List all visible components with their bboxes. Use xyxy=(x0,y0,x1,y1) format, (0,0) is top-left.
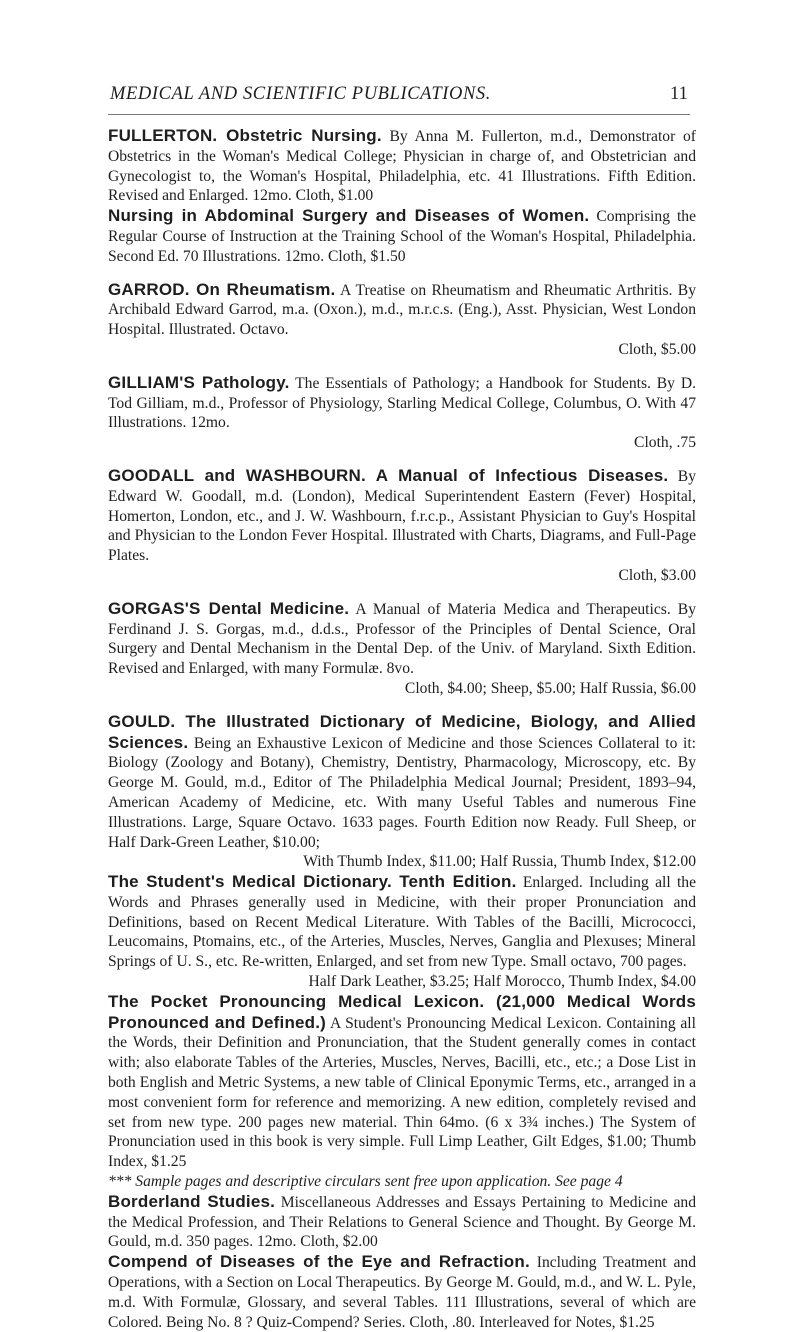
entry-price: Cloth, .75 xyxy=(634,434,696,452)
entry-price: Cloth, $4.00; Sheep, $5.00; Half Russia, $6.00 xyxy=(404,679,696,697)
entry-price: Half Dark Leather, $3.25; Half Morocco, Thumb Index, $4.00 xyxy=(308,973,696,991)
entry-description: Enlarged. Including all the Words and Phrases generally used in Medicine, with their proper Pronunciation and Definitions, based on Recent Medical Literature. With Tables of the Bacilli, Micrococci, Leucomains, Ptomains, etc., of the Arteries, Muscles, Nerves, Ganglia and Plexuses; Mineral Springs of U. S., etc. Re-written, Enlarged, and set from new Type. Small octavo, 700 pages. xyxy=(108,874,697,971)
entry-garrod xyxy=(108,280,696,360)
header-rule xyxy=(108,114,690,115)
running-title: MEDICAL AND SCIENTIFIC PUBLICATIONS. xyxy=(110,84,491,104)
entry-heading: Nursing in Abdominal Surgery and Diseases of Women. xyxy=(108,206,590,226)
entry-description: A Student's Pronouncing Medical Lexicon. Containing all the Words, their Definition and Pronunciation, that the Student generally comes in contact with; also elaborate Tables of the Arteries, Muscles, Nerves, Bacilli, etc., etc.; a Dose List in both English and Metric Systems, a new table of Clinical Eponymic Terms, etc., arranged in a most convenient form for reference and memorizing. A new edition, completely revised and set from new type. 200 pages new material. Thin 64mo. (6 x 3¾ inches.) The System of Pronunciation used in this book is very simple. Full Limp Leather, Gilt Edges, $1.00; Thumb Index, $1.25 xyxy=(108,1014,696,1171)
entry-gilliam xyxy=(108,373,696,453)
sample-pages-note: *** Sample pages and descriptive circulars sent free upon application. See page 4 xyxy=(108,1173,623,1191)
entry-heading: GILLIAM'S Pathology. xyxy=(108,372,290,392)
entry-price: With Thumb Index, $11.00; Half Russia, Thumb Index, $12.00 xyxy=(303,853,696,871)
entry-price: Cloth, $5.00 xyxy=(618,340,696,358)
entry-heading: GOODALL and WASHBOURN. A Manual of Infectious Diseases. xyxy=(108,465,669,485)
entry-description: Miscellaneous Addresses and Essays Pertaining to Medicine and the Medical Profession, and Their Relations to General Science and Thought. By George M. Gould, m.d. 350 pages. 12mo. Cloth, $2.00 xyxy=(108,1193,696,1251)
catalog-listing xyxy=(108,126,696,1332)
entry-heading: The Pocket Pronouncing Medical Lexicon. (21,000 Medical Words Pronounced and Defined.) xyxy=(108,991,696,1032)
entry-pocket-lexicon xyxy=(108,992,696,1172)
entry-description: By Anna M. Fullerton, m.d., Demonstrator of Obstetrics in the Woman's Medical College; Physician in charge of, and Obstetrician and Gynecologist to, the Woman's Hospital, Philadelphia, etc. 41 Illustrations. Fifth Edition. Revised and Enlarged. 12mo. Cloth, $1.00 xyxy=(108,128,696,205)
entry-heading: GOULD. The Illustrated Dictionary of Medicine, Biology, and Allied Sciences. xyxy=(108,711,696,752)
entry-description: A Treatise on Rheumatism and Rheumatic Arthritis. By Archibald Edward Garrod, m.a. (Oxon.), m.d., m.r.c.s. (Eng.), Asst. Physician, West London Hospital. Illustrated. Octavo. xyxy=(108,281,696,339)
entry-heading: GORGAS'S Dental Medicine. xyxy=(108,598,350,618)
page-header xyxy=(0,84,800,114)
entry-goodall-washbourn xyxy=(108,466,696,586)
entry-compend-eye xyxy=(108,1252,696,1332)
entry-heading: Compend of Diseases of the Eye and Refraction. xyxy=(108,1252,530,1272)
entry-fullerton-nursing-surgery xyxy=(108,206,696,266)
entry-gould-illustrated-dictionary xyxy=(108,712,696,872)
entry-students-medical-dictionary xyxy=(108,872,696,992)
entry-description: Being an Exhaustive Lexicon of Medicine and those Sciences Collateral to it: Biology (Zoology and Botany), Chemistry, Dentistry, Pharmacology, Microscopy, etc. By George M. Gould, m.d., Editor of The Philadelphia Medical Journal; President, 1893–94, American Academy of Medicine, etc. With many Useful Tables and numerous Fine Illustrations. Large, Square Octavo. 1633 pages. Fourth Edition now Ready. Full Sheep, or Half Dark-Green Leather, $10.00; xyxy=(108,734,696,851)
entry-description: Comprising the Regular Course of Instruction at the Training School of the Woman's Hospital, Philadelphia. Second Ed. 70 Illustrations. 12mo. Cloth, $1.50 xyxy=(108,208,697,265)
entry-borderland-studies xyxy=(108,1192,696,1252)
entry-heading: The Student's Medical Dictionary. Tenth Edition. xyxy=(108,872,517,892)
entry-price: Cloth, $3.00 xyxy=(618,566,696,584)
entry-description: A Manual of Materia Medica and Therapeutics. By Ferdinand J. S. Gorgas, m.d., d.d.s., Professor of the Principles of Dental Science, Oral Surgery and Dental Mechanism in the Dental Dep. of the Univ. of Maryland. Sixth Edition. Revised and Enlarged, with many Formulæ. 8vo. xyxy=(108,600,696,678)
page-number: 11 xyxy=(670,84,688,104)
entry-heading: FULLERTON. Obstetric Nursing. xyxy=(108,126,382,145)
entry-gorgas xyxy=(108,599,696,699)
entry-heading: Borderland Studies. xyxy=(108,1191,276,1211)
entry-heading: GARROD. On Rheumatism. xyxy=(108,279,336,299)
entry-description: Including Treatment and Operations, with a Section on Local Therapeutics. By George M. Gould, m.d., and W. L. Pyle, m.d. With Formulæ, Glossary, and several Tables. 111 Illustrations, several of which are Colored. Being No. 8 ? Quiz-Compend? Series. Cloth, .80. Interleaved for Notes, $1.25 xyxy=(108,1254,696,1331)
entry-description: The Essentials of Pathology; a Handbook for Students. By D. Tod Gilliam, m.d., Professor of Physiology, Starling Medical College, Columbus, O. With 47 Illustrations. 12mo. xyxy=(108,374,696,432)
entry-fullerton xyxy=(108,126,696,206)
entry-description: By Edward W. Goodall, m.d. (London), Medical Superintendent Eastern (Fever) Hospital, Homerton, London, etc., and J. W. Washbourn, f.r.c.p., Assistant Physician to Guy's Hospital and Physician to the London Fever Hospital. Illustrated with Charts, Diagrams, and Full-Page Plates. xyxy=(108,467,696,565)
